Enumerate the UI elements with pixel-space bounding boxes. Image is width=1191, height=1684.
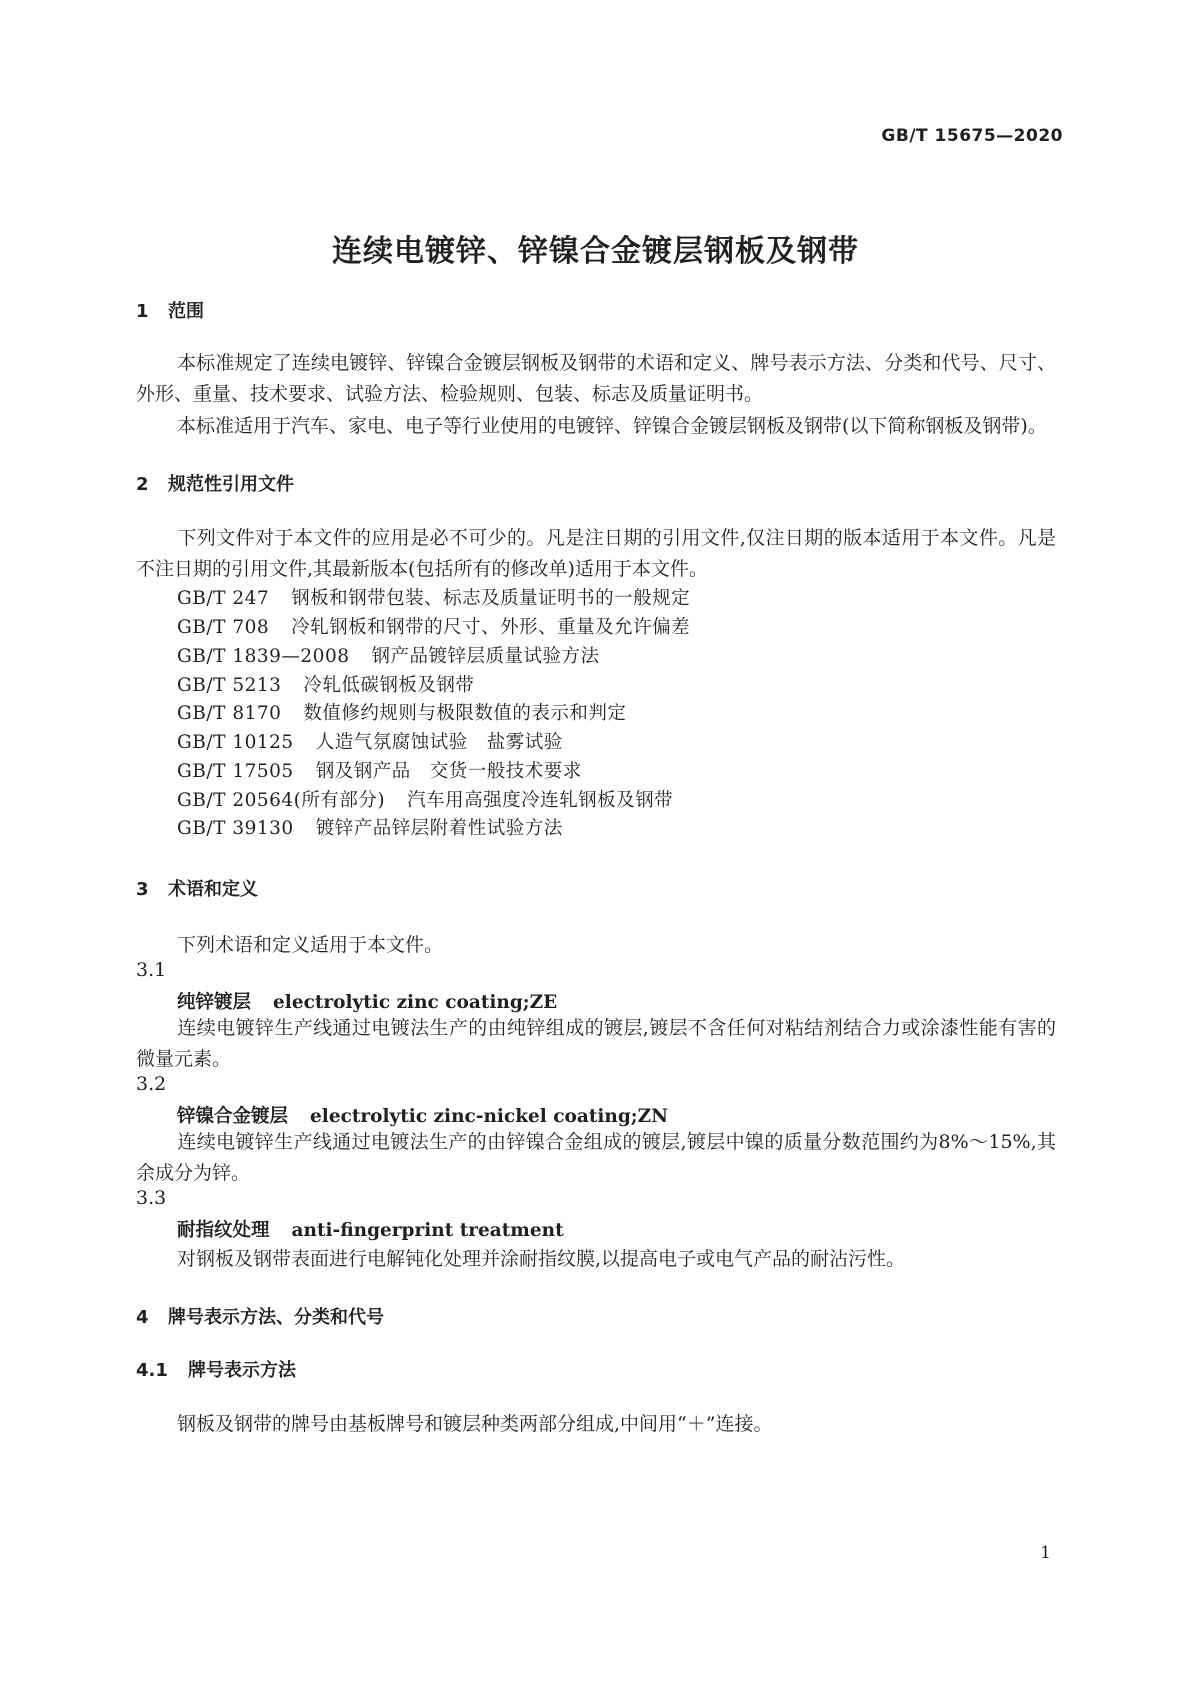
subsection-title: 牌号表示方法 <box>188 1360 296 1381</box>
reference-item <box>177 786 673 812</box>
term-zh: 锌镍合金镀层 <box>177 1106 289 1127</box>
term-en: anti-fingerprint treatment <box>291 1220 564 1241</box>
reference-item <box>177 814 563 840</box>
reference-code: GB/T 39130 <box>177 818 294 839</box>
reference-item <box>177 584 690 610</box>
definition-text: 连续电镀锌生产线通过电镀法生产的由锌镍合金组成的镀层,镀层中镍的质量分数范围约为8%～15%,其余成分为锌。 <box>136 1131 1056 1184</box>
reference-title: 钢板和钢带包装、标志及质量证明书的一般规定 <box>291 588 691 609</box>
term-number: 3.1 <box>136 959 167 981</box>
section-1-heading <box>136 297 204 323</box>
term-number: 3.2 <box>136 1073 167 1095</box>
reference-title: 钢及钢产品 交货一般技术要求 <box>315 761 582 782</box>
section-4-heading <box>136 1303 384 1329</box>
subsection-number: 4.1 <box>136 1360 168 1381</box>
term-number: 3.3 <box>136 1187 167 1209</box>
definition-text: 连续电镀锌生产线通过电镀法生产的由纯锌组成的镀层,镀层不含任何对粘结剂结合力或涂漆性能有害的微量元素。 <box>136 1017 1056 1070</box>
reference-title: 人造气氛腐蚀试验 盐雾试验 <box>315 732 563 753</box>
subsection-4-1-heading <box>136 1356 296 1382</box>
term-definition: 对钢板及钢带表面进行电解钝化处理并涂耐指纹膜,以提高电子或电气产品的耐沾污性。 <box>177 1248 906 1270</box>
section-title: 术语和定义 <box>168 879 258 900</box>
references-intro <box>136 523 1056 585</box>
scope-paragraph-2: 本标准适用于汽车、家电、电子等行业使用的电镀锌、锌镍合金镀层钢板及钢带(以下简称钢板及钢带)。 <box>177 415 1047 437</box>
scope-paragraph-1 <box>136 348 1056 410</box>
paragraph-text: 下列文件对于本文件的应用是必不可少的。凡是注日期的引用文件,仅注日期的版本适用于本文件。凡是不注日期的引用文件,其最新版本(包括所有的修改单)适用于本文件。 <box>136 527 1056 580</box>
reference-title: 数值修约规则与极限数值的表示和判定 <box>303 703 627 724</box>
reference-code: GB/T 247 <box>177 588 270 609</box>
grade-designation-paragraph: 钢板及钢带的牌号由基板牌号和镀层种类两部分组成,中间用“＋”连接。 <box>177 1413 773 1435</box>
section-number: 4 <box>136 1307 149 1328</box>
reference-item <box>177 642 600 668</box>
section-3-heading <box>136 875 258 901</box>
reference-title: 冷轧钢板和钢带的尺寸、外形、重量及允许偏差 <box>291 617 691 638</box>
reference-code: GB/T 10125 <box>177 732 294 753</box>
term-en: electrolytic zinc-nickel coating;ZN <box>310 1106 669 1127</box>
reference-title: 钢产品镀锌层质量试验方法 <box>371 646 600 667</box>
term-definition <box>136 1127 1056 1189</box>
document-title: 连续电镀锌、锌镍合金镀层钢板及钢带 <box>332 234 859 269</box>
section-number: 3 <box>136 879 149 900</box>
section-number: 1 <box>136 301 149 322</box>
section-title: 范围 <box>168 301 204 322</box>
reference-code: GB/T 8170 <box>177 703 282 724</box>
reference-code: GB/T 1839—2008 <box>177 646 350 667</box>
reference-code: GB/T 20564(所有部分) <box>177 790 386 811</box>
term-zh: 纯锌镀层 <box>177 992 252 1013</box>
term-definition <box>136 1013 1056 1075</box>
reference-title: 汽车用高强度冷连轧钢板及钢带 <box>407 790 674 811</box>
section-2-heading <box>136 470 294 496</box>
term-zh: 耐指纹处理 <box>177 1220 270 1241</box>
reference-code: GB/T 5213 <box>177 675 282 696</box>
reference-item <box>177 671 474 697</box>
term-en: electrolytic zinc coating;ZE <box>273 992 558 1013</box>
reference-title: 冷轧低碳钢板及钢带 <box>303 675 475 696</box>
section-number: 2 <box>136 474 149 495</box>
page-number: 1 <box>1040 1543 1051 1563</box>
terms-intro: 下列术语和定义适用于本文件。 <box>177 934 444 956</box>
section-title: 规范性引用文件 <box>168 474 294 495</box>
reference-code: GB/T 17505 <box>177 761 294 782</box>
reference-item <box>177 728 563 754</box>
standard-code: GB/T 15675—2020 <box>881 126 1063 146</box>
term-heading <box>177 1102 668 1128</box>
term-heading <box>177 1216 564 1242</box>
term-heading <box>177 988 557 1014</box>
reference-item <box>177 613 690 639</box>
section-title: 牌号表示方法、分类和代号 <box>168 1307 384 1328</box>
reference-code: GB/T 708 <box>177 617 270 638</box>
paragraph-text: 本标准规定了连续电镀锌、锌镍合金镀层钢板及钢带的术语和定义、牌号表示方法、分类和代号、尺寸、外形、重量、技术要求、试验方法、检验规则、包装、标志及质量证明书。 <box>136 352 1056 405</box>
reference-item <box>177 699 626 725</box>
reference-item <box>177 757 582 783</box>
reference-title: 镀锌产品锌层附着性试验方法 <box>315 818 563 839</box>
